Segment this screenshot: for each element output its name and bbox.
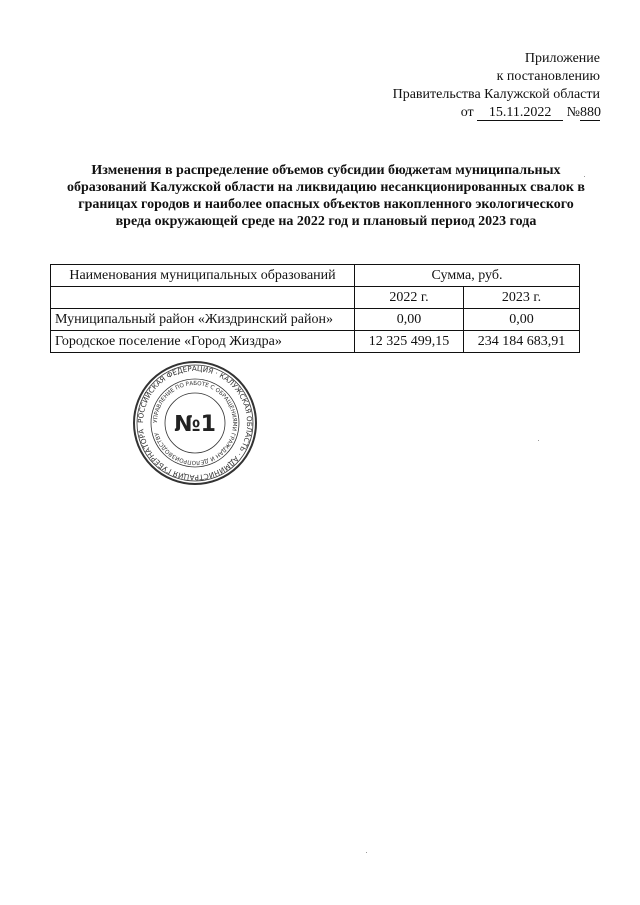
row-value-2023: 0,00: [464, 309, 580, 331]
header-line-appendix: Приложение: [524, 51, 600, 66]
scan-speck: [584, 176, 585, 177]
stamp-outer-text: РОССИЙСКАЯ ФЕДЕРАЦИЯ · КАЛУЖСКАЯ ОБЛАСТЬ · АДМИНИСТРАЦИЯ ГУБЕРНАТОРА: [135, 363, 255, 483]
scan-speck: [366, 852, 367, 853]
row-value-2022: 0,00: [355, 309, 464, 331]
header-number-label: №: [566, 105, 580, 120]
header-reference: [393, 104, 600, 122]
table-row: [51, 309, 580, 331]
column-header-sum: Сумма, руб.: [355, 265, 580, 287]
document-header: [393, 50, 600, 122]
table-cell-empty: [51, 287, 355, 309]
subsidy-table: [50, 264, 580, 353]
header-line-resolution: к постановлению: [496, 69, 600, 84]
column-header-2022: 2022 г.: [355, 287, 464, 309]
stamp-inner-text: УПРАВЛЕНИЕ ПО РАБОТЕ С ОБРАЩЕНИЯМИ ГРАЖДАН И ДЕЛОПРОИЗВОДСТВУ: [152, 380, 238, 466]
row-value-2022: 12 325 499,15: [355, 331, 464, 353]
header-date: 15.11.2022: [477, 105, 563, 121]
table-header-row: [51, 265, 580, 287]
row-value-2023: 234 184 683,91: [464, 331, 580, 353]
header-prefix: от: [460, 105, 474, 120]
document-title: Изменения в распределение объемов субсидии бюджетам муниципальных образований Калужской области на ликвидацию несанкционированных свалок в границах городов и наиболее опасных объектов накопленного экологического вреда окружающей среде на 2022 год и плановый период 2023 года: [67, 163, 585, 229]
official-stamp: [132, 360, 258, 486]
row-name: Городское поселение «Город Жиздра»: [51, 331, 355, 353]
table-years-row: [51, 287, 580, 309]
stamp-number: №1: [174, 412, 216, 437]
scan-speck: [538, 440, 539, 441]
header-number: 880: [580, 105, 601, 120]
table-row: [51, 331, 580, 353]
column-header-2023: 2023 г.: [464, 287, 580, 309]
row-name: Муниципальный район «Жиздринский район»: [51, 309, 355, 331]
header-line-government: Правительства Калужской области: [392, 87, 600, 102]
column-header-name: Наименования муниципальных образований: [51, 265, 355, 287]
